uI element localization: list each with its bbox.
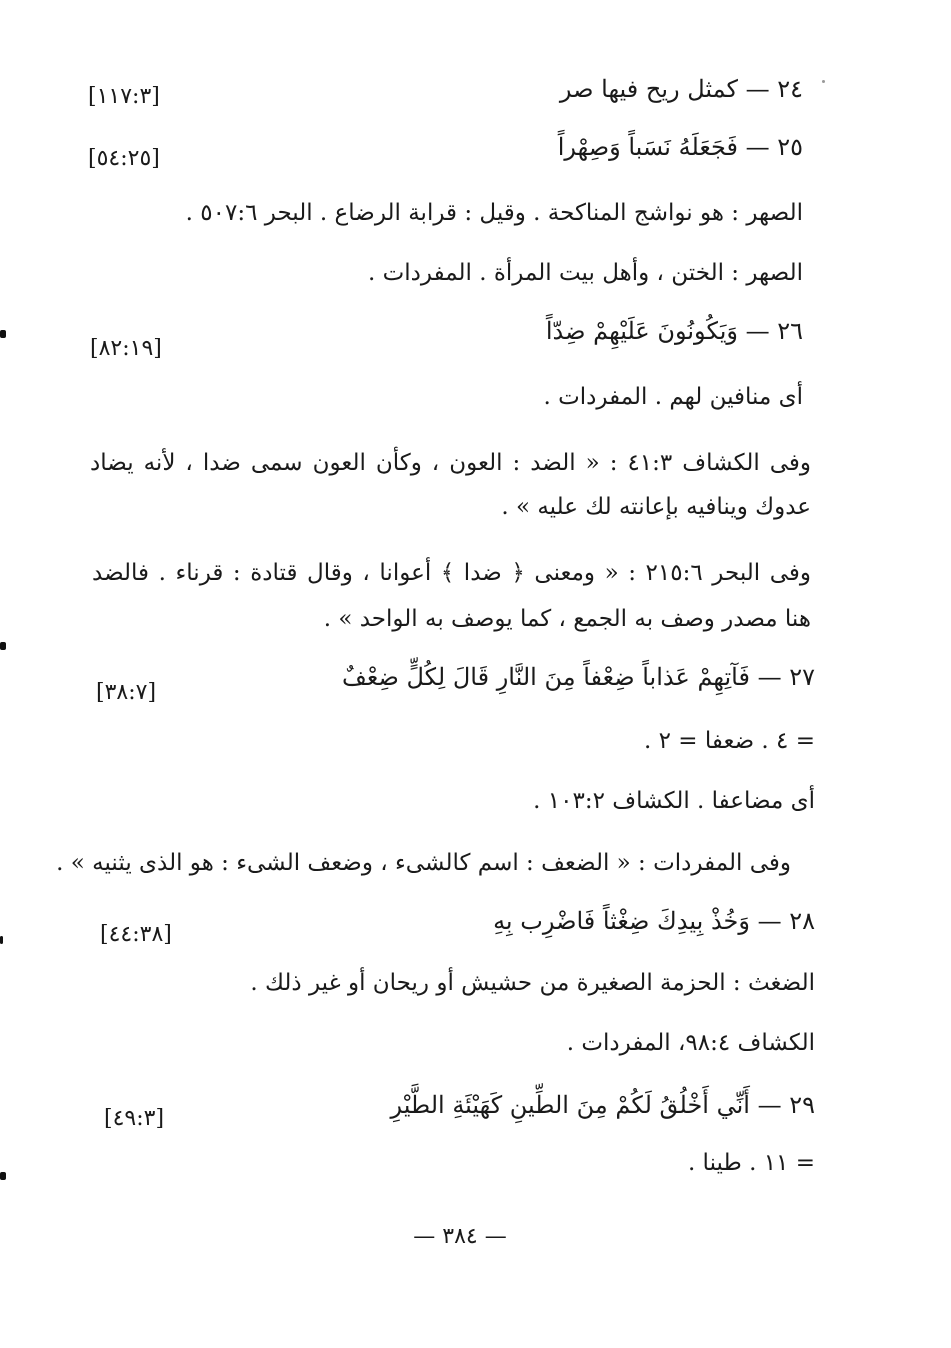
verse-29: ٢٩ — أَنِّي أَخْلُقُ لَكُمْ مِنَ الطِّينِ كَهَيْئَةِ الطَّيْرِ — [390, 1091, 815, 1119]
ref-24: [١١٧:٣] — [88, 84, 160, 109]
scan-edge-mark — [0, 642, 6, 650]
scan-speck — [822, 80, 825, 83]
scan-edge-mark — [0, 936, 3, 944]
note-didd-kashshaf-2: عدوك وينافيه بإعانته لك عليه » . — [501, 494, 811, 520]
ref-26: [٨٢:١٩] — [90, 336, 162, 361]
note-sihr-1: الصهر : هو نواشج المناكحة . وقيل : قرابة الرضاع . البحر ٥٠٧:٦ . — [185, 200, 803, 226]
verse-25: ٢٥ — فَجَعَلَهُ نَسَباً وَصِهْراً — [557, 133, 803, 161]
ref-25: [٥٤:٢٥] — [88, 146, 160, 171]
note-didd-bahr-2: هنا مصدر وصف به الجمع ، كما يوصف به الواحد » . — [323, 606, 811, 632]
verse-24: ٢٤ — كمثل ريح فيها صر — [559, 75, 803, 103]
note-tin-1: = ١١ . طينا . — [687, 1150, 815, 1176]
note-sihr-2: الصهر : الختن ، وأهل بيت المرأة . المفردات . — [367, 260, 803, 286]
ref-29: [٤٩:٣] — [104, 1106, 165, 1131]
scan-edge-mark — [0, 1172, 6, 1180]
note-didd-1: أى منافين لهم . المفردات . — [543, 384, 803, 410]
note-diaf-2: أى مضاعفا . الكشاف ١٠٣:٢ . — [533, 788, 815, 814]
ref-28: [٤٤:٣٨] — [100, 922, 172, 947]
verse-27: ٢٧ — فَآتِهِمْ عَذاباً ضِعْفاً مِنَ النَّارِ قَالَ لِكُلٍّ ضِعْفٌ — [342, 663, 815, 691]
note-dighth-1: الضغث : الحزمة الصغيرة من حشيش أو ريحان أو غير ذلك . — [250, 970, 815, 996]
scan-edge-mark — [0, 330, 6, 338]
note-diaf-3: وفى المفردات : « الضعف : اسم كالشىء ، وضعف الشىء : هو الذى يثنيه » . — [56, 850, 791, 876]
note-didd-bahr-1: وفى البحر ٢١٥:٦ : « ومعنى ﴿ ضدا ﴾ أعوانا ، وقال قتادة : قرناء . فالضد — [92, 560, 811, 586]
note-dighth-2: الكشاف ٩٨:٤، المفردات . — [566, 1030, 815, 1056]
ref-27: [٣٨:٧] — [96, 680, 157, 705]
page-number: — ٣٨٤ — — [413, 1224, 507, 1249]
note-didd-kashshaf-1: وفى الكشاف ٤١:٣ : « الضد : العون ، وكأن العون سمى ضدا ، لأنه يضاد — [90, 450, 811, 476]
verse-28: ٢٨ — وَخُذْ بِيدِكَ ضِغْثاً فَاضْرِب بِهِ — [493, 907, 815, 935]
note-diaf-1: = ٤ . ضعفا = ٢ . — [643, 728, 815, 754]
verse-26: ٢٦ — وَيَكُونُونَ عَلَيْهِمْ ضِدّاً — [545, 317, 803, 345]
